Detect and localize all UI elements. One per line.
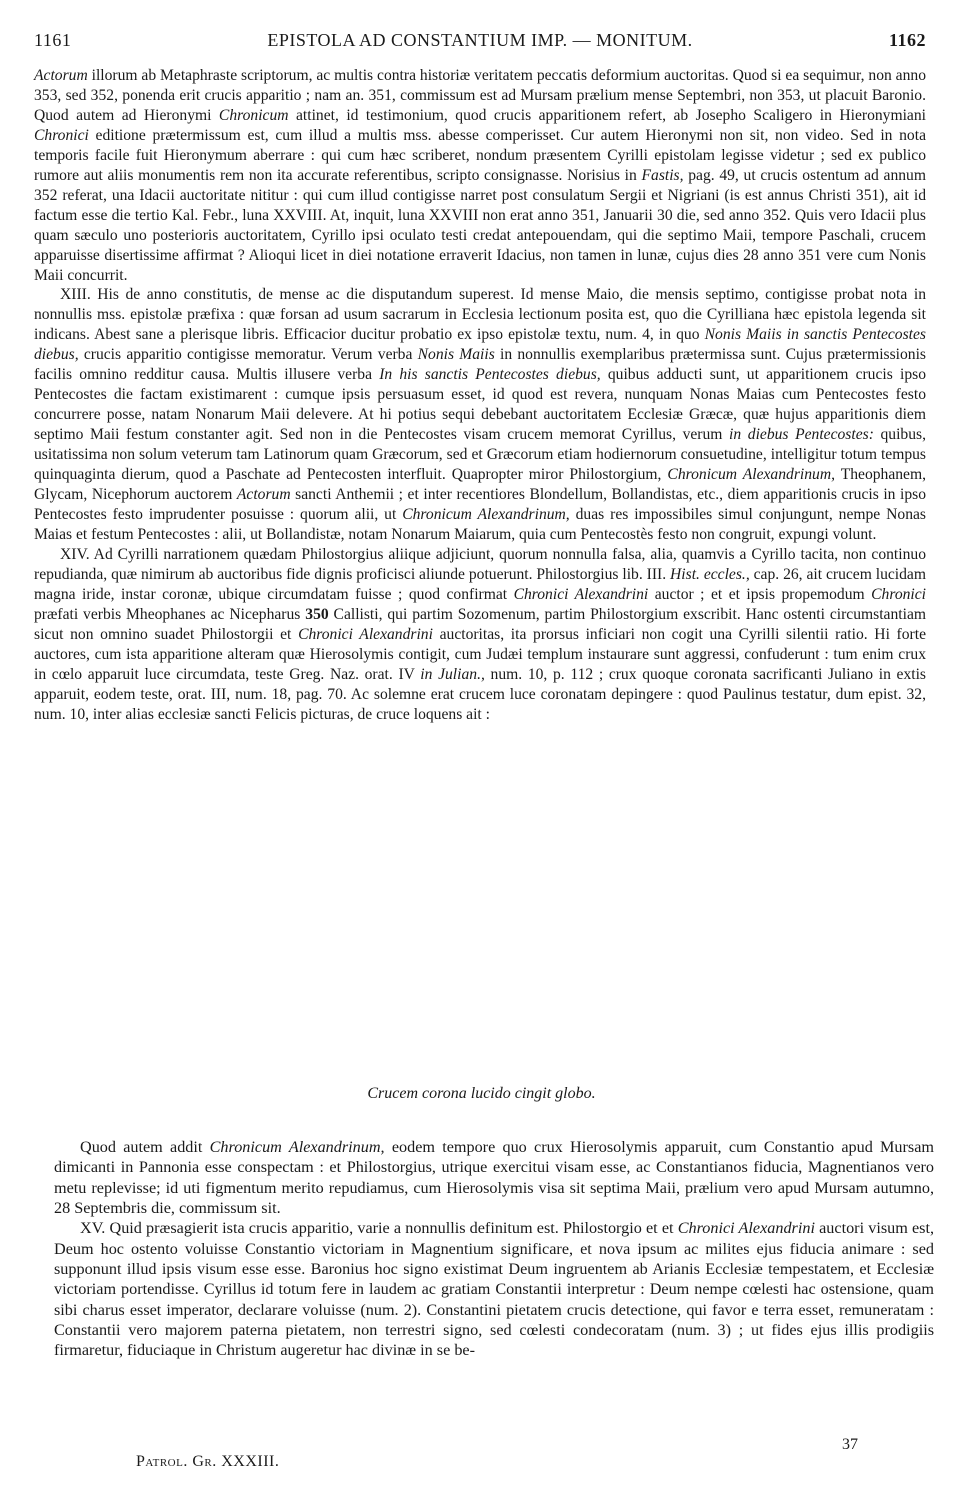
text-run: XV. Quid præsagierit ista crucis apparitio, varie a nonnullis definitum est. Philostorgio et et bbox=[80, 1219, 678, 1238]
text-run: eodem tempore quo crux Hierosolymis apparuit, cum Constantio apud Mursam dimicanti in Pannonia esse conspectam : et Philostorgius, utrique exercitui visam esse, ac Constantianos fiducia, Magnentianos vero metu replevisse; id uti figmentum merito repudiamus, cum Hierosolymis visa sit septima Maii, prælium vero apud Mursam autumno, 28 Septembris die, commissum sit. bbox=[54, 1138, 934, 1218]
italic-run: Chronici bbox=[871, 585, 927, 603]
italic-run: Nonis Maiis bbox=[417, 346, 495, 364]
column-number-right: 1162 bbox=[888, 30, 926, 50]
italic-run: Hist. eccles., bbox=[670, 565, 750, 583]
italic-run: Nonis Maiis in sanctis Pentecostes diebus, bbox=[34, 326, 926, 364]
text-run: duas res impossibiles simul conjungunt, nempe Nonas Maias et festum Pentecostes : alii, ut Bollandistæ, notam Nonarum Maiarum, quia cum Pentecostès festo non congruit, expungi volunt. bbox=[34, 505, 926, 543]
text-run: editione prætermissum est, cum illud a multis mss. abesse comperisset. Cur autem Hieronymi non sit, non video. Sed in nota temporis facile fuit Hieronymum aberrare : qui cum hæc scriberet, nondum præsentem Cyrilli epistolam legisse videtur ; sed ex publico rumore aut aliis monumentis rem non ita accurate referentibus, scripto consignasse. Norisius in bbox=[34, 126, 926, 184]
text-run: num. 10, p. 112 ; crux quoque coronata sacrificanti Juliano in extis apparuit, eodem teste, orat. III, num. 18, pag. 70. Ac solemne erat crucem luce coronatam depingere : quod Paulinus testatur, dum epist. 32, num. 10, inter alias ecclesiæ sancti Felicis picturas, de cruce loquens ait : bbox=[34, 665, 926, 723]
text-run: illorum ab Metaphraste scriptorum, ac multis contra historiæ veritatem peccatis deformium auctoritas. Quod si ea sequimur, non anno 353, sed 352, ponenda erit crucis apparitio ; nam an. 351, commissum est ad Mursam prælium mense Septembri, non 353, ut placuit Baronio. Quod autem ad Hieronymi bbox=[34, 67, 926, 124]
italic-run: Chronicum bbox=[218, 106, 289, 124]
italic-run: Actorum bbox=[236, 486, 291, 504]
italic-run: In his sanctis Pentecostes diebus, bbox=[379, 366, 601, 384]
column-marker: 350 bbox=[305, 605, 329, 623]
text-run: Theophanem, Glycam, Nicephorum auctorem bbox=[34, 466, 926, 504]
text-run: in nonnullis exemplaribus prætermissa sunt. Cujus prætermissionis facilis omnino redditur causa. Multis illusere verba bbox=[34, 346, 926, 384]
italic-run: Chronici Alexandrini bbox=[513, 585, 649, 603]
page-header bbox=[34, 30, 926, 60]
text-run: quibus, usitatissima non solum veterum tam Latinorum quam Græcorum, sed et Græcorum etiam hodiernorum consuetudine, intelligitur totum tempus quinquaginta dierum, quod a Paschate ad Pentecosten interfluit. Quapropter miror Philostorgium, bbox=[34, 426, 926, 484]
text-run: XIII. His de anno constitutis, de mense ac die disputandum superest. Id mense Maio, die mensis septimo, contigisse probat nota in nonnullis mss. epistolæ præfixa : quæ forsan ad usum sacrarum in Ecclesia lectionum posita est, quo die Cyrilliana hæc epistola legenda sit indicans. Abest sane a plerisque libris. Efficacior ducitur probatio ex ipso epistolæ textu, num. 4, in quo bbox=[34, 286, 926, 344]
text-run: auctori visum est, Deum hoc ostento voluisse Constantio victoriam in Magnentium significare, et nova ipsum ac milites ejus fiducia animare : sed supponunt illud ipsis visum esse esse. Baronius hoc signo existimat Deum ingruentem ab Arianis Ecclesiæ tempestatem, et Ecclesiæ victoriam portendisse. Cyrillus id totum fere in laudem ac gratiam Constantii interpretur : Deum nempe cœlesti hac ostensione, quam sibi charus esset imperator, declarare voluisse (num. 2). Constantini pietatem crucis detectione, qui favor e terra esset, remuneratam : Constantii vero majorem paterna pietatem, non terrestri signo, sed cœlesti condecoratam (num. 3) ; ut fides ejus illis prodigiis firmaretur, fiduciaque in Christum augeretur hac divinæ in se be- bbox=[54, 1219, 935, 1360]
footer-collection-label: Patrol. Gr. XXXIII. bbox=[136, 1453, 280, 1470]
italic-run: Fastis, bbox=[641, 166, 684, 184]
text-run: attinet, id testimonium, quod crucis apparitionem refert, ab Josepho Scaligero in Hieronymiani bbox=[288, 106, 926, 124]
italic-run: in Julian., bbox=[420, 665, 485, 683]
text-run: præfati verbis Mheophanes ac Nicepharus bbox=[34, 605, 306, 623]
running-title: EPISTOLA AD CONSTANTIUM IMP. — MONITUM. bbox=[267, 30, 693, 50]
text-run: quibus adducti sunt, ut apparitionem crucis ipso Pentecostes die factam existimarent : cumque ipsis persuasum esset, id quod est revera, nunquam Nonas Maias cum Pentecostes festo concurrere posse, natam Nonarum Maii delevere. At hi potius sequi debebant auctoritatem Ecclesiæ Græcæ, quæ hujus apparitionis diem septimo Maii festum constanter agit. Sed non in die Pentecostes visam crucem memorat Cyrillus, verum bbox=[34, 366, 926, 444]
text-run: cap. 26, ait crucem lucidam magna iride, instar coronæ, ubique circumdatam fuisse ; quod confirmat bbox=[34, 565, 926, 603]
paragraph-section-xiv bbox=[34, 545, 926, 725]
footer-signature bbox=[136, 1453, 279, 1471]
text-run: auctor ; et et ipsis propemodum bbox=[648, 585, 872, 603]
text-run: Quod autem addit bbox=[80, 1138, 210, 1156]
paragraph-section-xiii bbox=[34, 285, 926, 544]
italic-run: Chronicum Alexandrinum, bbox=[667, 466, 835, 484]
footer-sheet-number: 37 bbox=[842, 1436, 858, 1453]
text-run: sancti Anthemii ; et inter recentiores Blondellum, Bollandistas, etc., diem apparitionis crucis in ipso Pentecostes festo imprudenter posuisse : quorum alii, ut bbox=[34, 486, 926, 523]
text-run: pag. 49, ut crucis ostentum ad annum 352 referat, una Idacii auctoritate nititur : qui cum illud contigisse narret post consulatum Sergii et Nigriani (is est annus Christi 351), ait id factum esse die tertio Kal. Febr., luna XXVIII. At, inquit, luna XXVIII non erat anno 351, Januarii 30 die, sed anno 352. Quis vero Idacii plus quam sæculo uno posterioris auctoritatem, Cyrillo ipsi oculato testi credat antepouendam, qui die septimo Maii, tempore Paschali, crucem apparuisse disertissime affirmat ? Alioqui licet in diei notatione erraverit Idacius, non tamen in lunæ, cujus dies 28 anno 351 vere cum Nonis Maii concurrit. bbox=[34, 166, 926, 284]
text-run: auctoritas, ita prorsus inficiari non cogit una Cyrilli silentii ratio. Hi forte auctores, cum ista apparitione alteram quæ Hierosolymis contigit, cum Judæi templum instaurare sunt aggressi, confuderunt : tum enim crux in cœlo apparuit luce circumdata, teste Greg. Naz. orat. IV bbox=[34, 625, 926, 683]
quoted-verse: Crucem corona lucido cingit globo. bbox=[367, 1085, 596, 1102]
italic-run: Actorum bbox=[34, 67, 88, 84]
italic-run: Chronicum Alexandrinum, bbox=[402, 505, 570, 523]
paragraph-section-xv bbox=[54, 1218, 934, 1360]
italic-run: Chronici Alexandrini bbox=[677, 1219, 815, 1238]
italic-run: Chronici bbox=[34, 126, 89, 144]
text-run: XIV. Ad Cyrilli narrationem quædam Philostorgius aliique adjiciunt, quorum nonnulla falsa, alia, quamvis a Cyrillo tacita, non continuo repudianda, quæ nimirum ab auctoribus fide dignis proficisci aliunde potuerunt. Philostorgius lib. III. bbox=[34, 545, 926, 583]
main-text-lower bbox=[54, 1137, 934, 1361]
italic-run: Chronicum Alexandrinum, bbox=[209, 1138, 385, 1156]
paragraph-continued bbox=[34, 66, 926, 285]
text-run: crucis apparitio contigisse memoratur. Verum verba bbox=[78, 346, 418, 364]
italic-run: in diebus Pentecostes: bbox=[729, 426, 874, 444]
italic-run: Chronici Alexandrini bbox=[298, 625, 433, 643]
paragraph-chronicum bbox=[54, 1137, 934, 1218]
text-run: Callisti, qui partim Sozomenum, partim Philostorgium exscribit. Hanc ostenti circumstantiam sicut non omnino suadet Philostorgii et bbox=[34, 605, 926, 643]
column-number-left: 1161 bbox=[34, 30, 72, 50]
main-text-upper bbox=[34, 66, 926, 724]
